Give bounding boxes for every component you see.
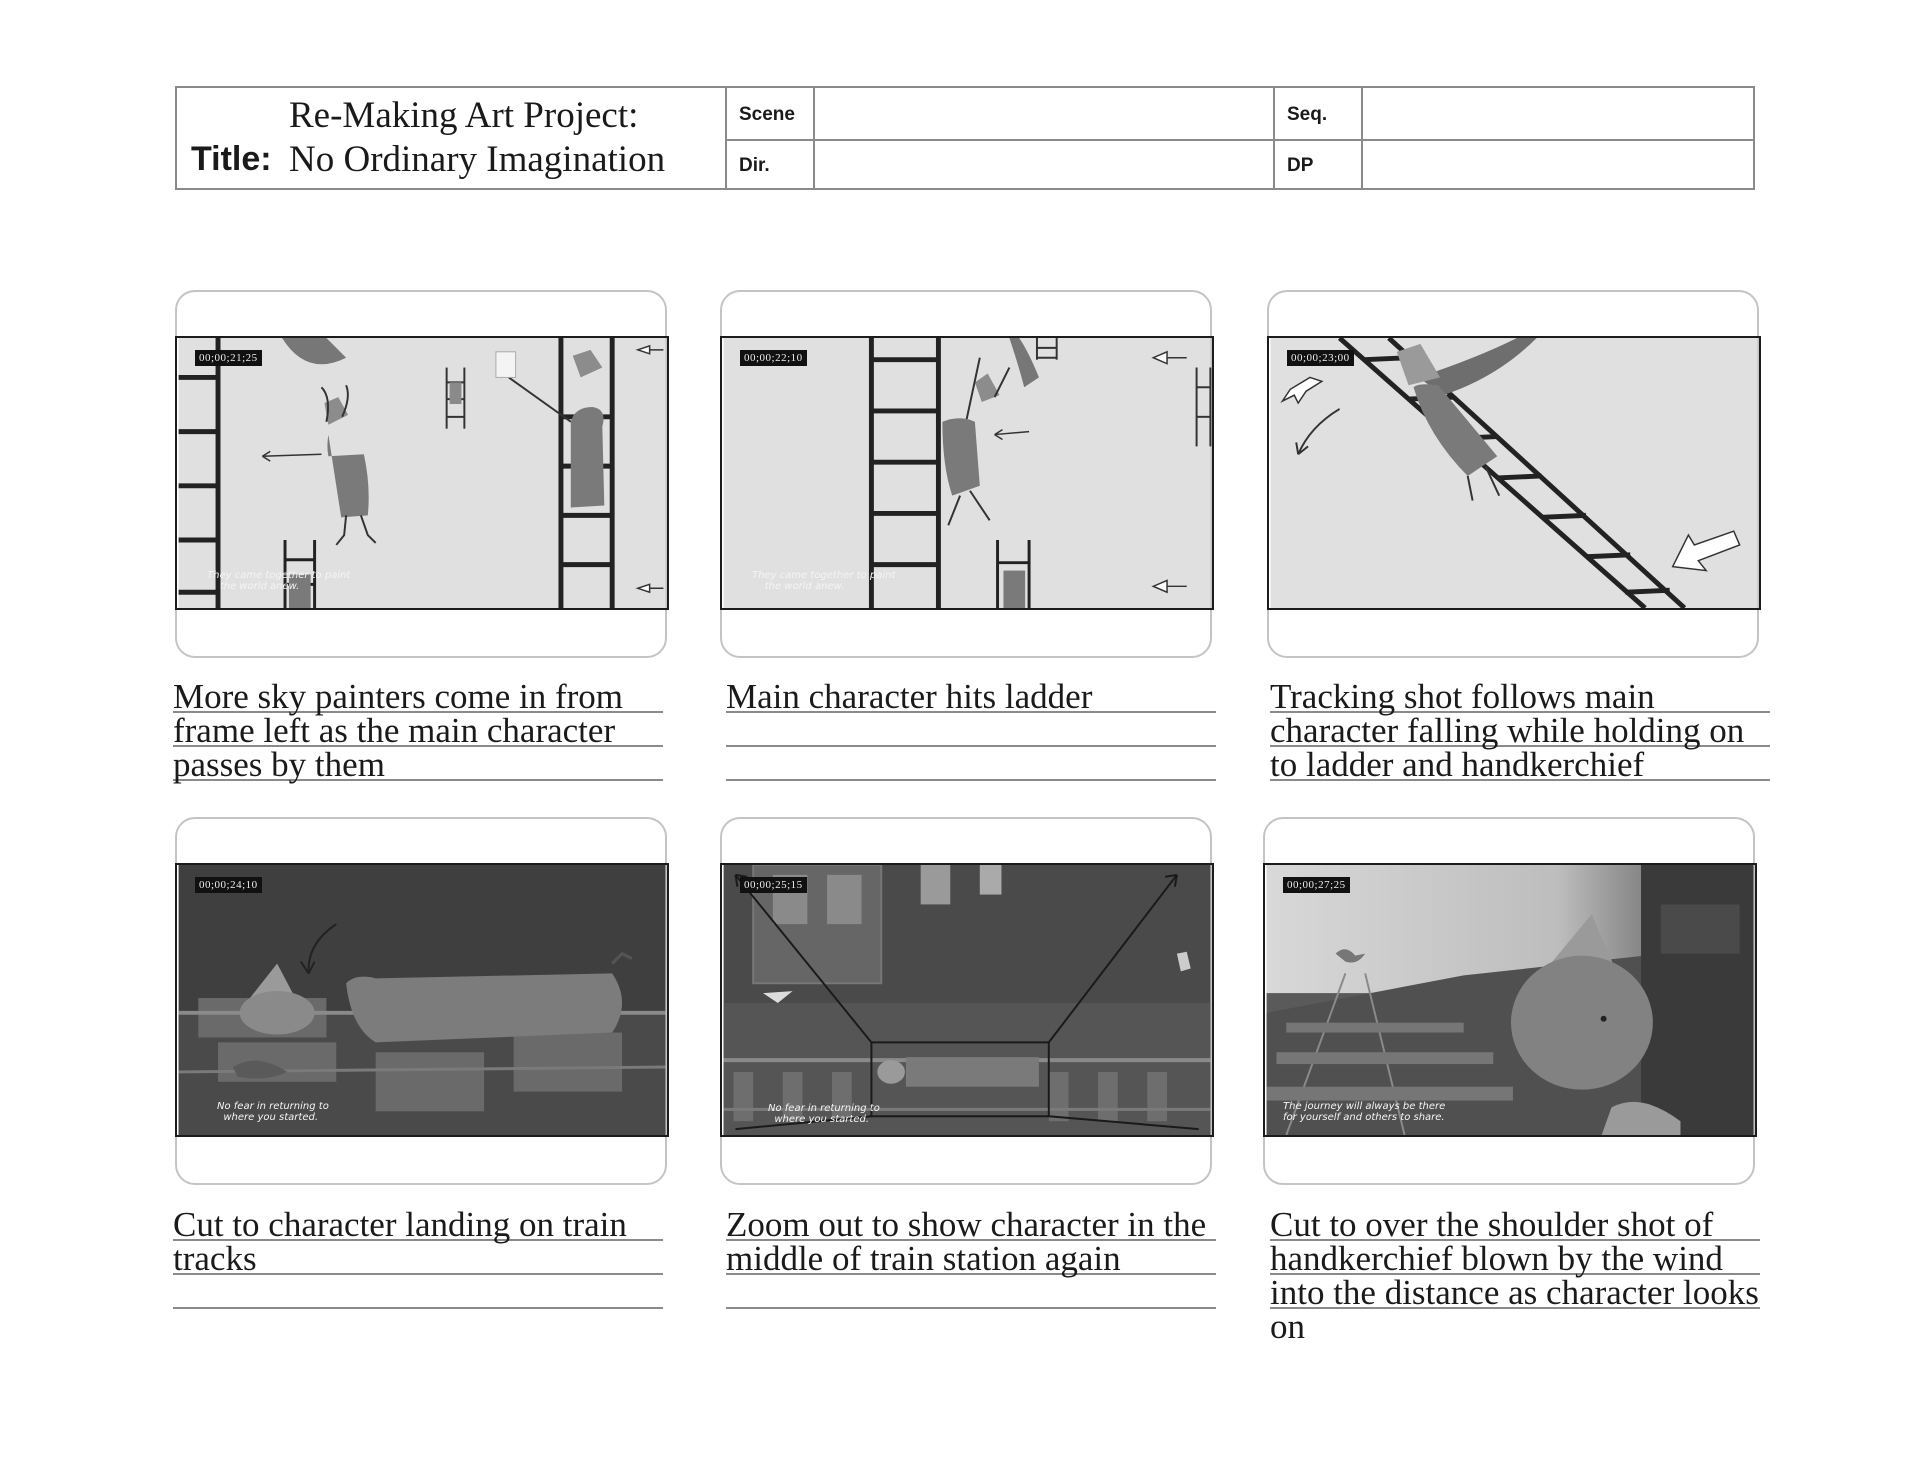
panel-caption: Main character hits ladder: [726, 680, 1216, 782]
timecode: 00;00;22;10: [740, 350, 807, 366]
header-divider: [813, 88, 815, 188]
seq-label: Seq.: [1287, 104, 1328, 125]
storyboard-panel-3: [1267, 290, 1759, 658]
storyboard-header: [175, 86, 1755, 190]
scene-label: Scene: [739, 104, 795, 125]
timecode: 00;00;21;25: [195, 350, 262, 366]
project-name: Re-Making Art Project:: [289, 95, 639, 136]
timecode: 00;00;25;15: [740, 877, 807, 893]
scene-field[interactable]: [817, 104, 1267, 134]
header-divider: [725, 88, 727, 188]
panel-caption: More sky painters come in from frame left as the main character passes by them: [173, 680, 663, 782]
storyboard-panel-6: [1263, 817, 1755, 1185]
train-tracks-landing-illustration: [177, 865, 667, 1135]
panel-frame: [175, 336, 669, 610]
storyboard-panel-2: [720, 290, 1212, 658]
sky-painters-illustration: [177, 338, 667, 608]
panel-caption: Tracking shot follows main character falling while holding on to ladder and handkerchief: [1270, 680, 1770, 782]
over-shoulder-illustration: [1265, 865, 1755, 1135]
panel-frame: [720, 336, 1214, 610]
subtitle-text: They came together to paint the world anew.: [207, 570, 351, 592]
timecode: 00;00;27;25: [1283, 877, 1350, 893]
subtitle-text: They came together to paint the world anew.: [752, 570, 896, 592]
title-label: Title:: [191, 140, 272, 178]
panel-caption: Zoom out to show character in the middle of train station again: [726, 1208, 1216, 1310]
subtitle-text: No fear in returning to where you started.: [768, 1103, 880, 1125]
header-row-divider: [725, 139, 1753, 141]
header-divider: [1361, 88, 1363, 188]
panel-frame: [1263, 863, 1757, 1137]
timecode: 00;00;23;00: [1287, 350, 1354, 366]
tracking-shot-illustration: [1269, 338, 1759, 608]
panel-frame: [175, 863, 669, 1137]
subtitle-text: The journey will always be there for yourself and others to share.: [1283, 1101, 1446, 1123]
panel-frame: [720, 863, 1214, 1137]
dir-field[interactable]: [817, 155, 1267, 185]
subtitle-text: No fear in returning to where you started.: [217, 1101, 329, 1123]
header-divider: [1273, 88, 1275, 188]
dir-label: Dir.: [739, 155, 770, 176]
panel-caption: Cut to character landing on train tracks: [173, 1208, 663, 1310]
timecode: 00;00;24;10: [195, 877, 262, 893]
storyboard-panel-4: [175, 817, 667, 1185]
train-station-zoom-illustration: [722, 865, 1212, 1135]
storyboard-panel-1: [175, 290, 667, 658]
seq-field[interactable]: [1365, 104, 1745, 134]
dp-label: DP: [1287, 155, 1314, 176]
panel-frame: [1267, 336, 1761, 610]
project-title: No Ordinary Imagination: [289, 139, 666, 180]
ladder-hit-illustration: [722, 338, 1212, 608]
dp-field[interactable]: [1365, 155, 1745, 185]
panel-caption: Cut to over the shoulder shot of handkerchief blown by the wind into the distance as character looks on: [1270, 1205, 1759, 1346]
storyboard-panel-5: [720, 817, 1212, 1185]
